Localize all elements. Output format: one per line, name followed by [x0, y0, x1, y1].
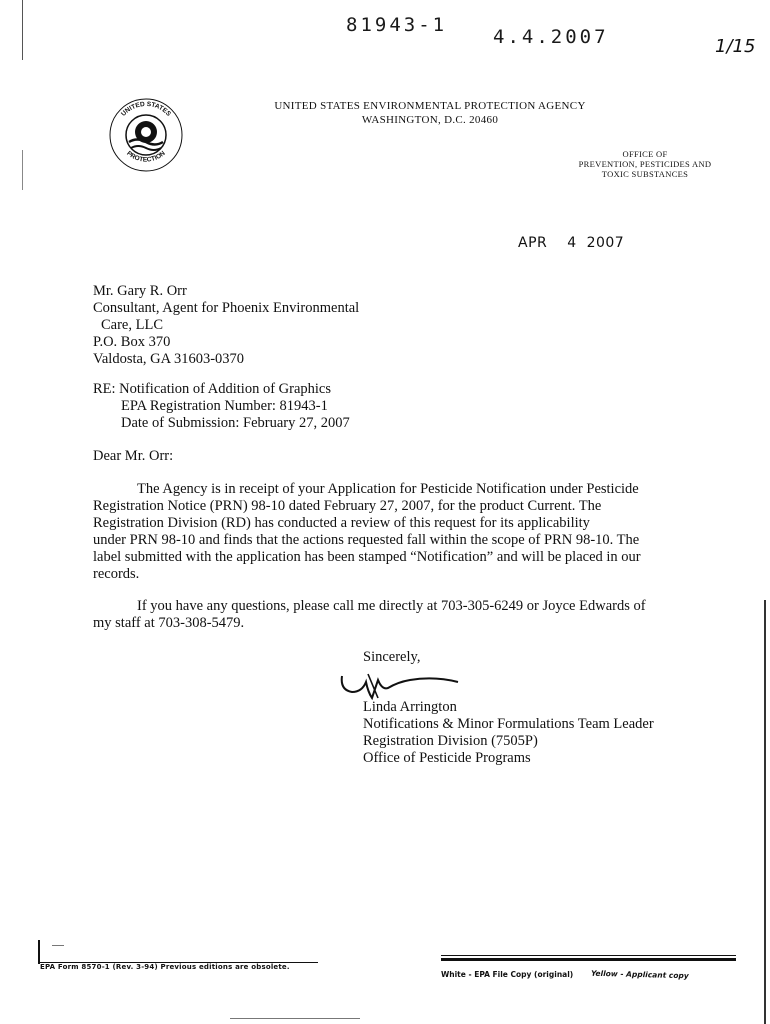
recipient-line-5: Valdosta, GA 31603-0370: [93, 351, 245, 367]
salutation: Dear Mr. Orr:: [93, 448, 174, 464]
subject-line-2: EPA Registration Number: 81943-1: [121, 398, 328, 414]
recipient-line-3: Care, LLC: [101, 317, 164, 333]
recipient-name: Mr. Gary R. Orr: [93, 283, 187, 299]
bottom-stray-line: [230, 1018, 360, 1019]
copy-distribution: [441, 970, 689, 979]
epa-seal-logo: [107, 96, 185, 174]
subject-line-1: RE: Notification of Addition of Graphics: [93, 381, 332, 397]
body-paragraph-1: [93, 481, 673, 583]
date-day: 4: [567, 235, 577, 251]
paragraph-1-line-2: Registration Notice (PRN) 98-10 dated February 27, 2007, for the product Current. The: [93, 498, 602, 514]
footer-rule-right-thin: [441, 955, 736, 956]
form-footer: EPA Form 8570-1 (Rev. 3-94) Previous editions are obsolete.: [40, 963, 290, 971]
handwritten-file-number: 81943-1: [346, 14, 448, 36]
footer-corner-tick: [52, 945, 64, 946]
seal-top-text: UNITED STATES: [120, 100, 172, 118]
paragraph-1-line-4: under PRN 98-10 and finds that the actions requested fall within the scope of PRN 98-10. The: [93, 532, 640, 548]
footer-rule-right-thick: [441, 958, 736, 961]
closing: Sincerely,: [363, 649, 421, 665]
date-year: 2007: [586, 235, 625, 251]
agency-header: [250, 99, 610, 127]
paragraph-1-line-6: records.: [93, 566, 140, 582]
office-line-3: TOXIC SUBSTANCES: [601, 169, 689, 179]
scan-edge-left: [22, 0, 23, 60]
signer-office: Office of Pesticide Programs: [363, 750, 531, 766]
agency-city: WASHINGTON, D.C. 20460: [361, 114, 499, 126]
paragraph-2-line-2: my staff at 703-308-5479.: [93, 615, 245, 631]
subject-line-3: Date of Submission: February 27, 2007: [121, 415, 350, 431]
footer-corner-vertical: [38, 940, 40, 964]
scan-edge-left-lower: [22, 150, 23, 190]
signer-name: Linda Arrington: [363, 699, 457, 715]
paragraph-1-line-5: label submitted with the application has been stamped “Notification” and will be placed in our: [93, 549, 641, 565]
office-line-1: OFFICE OF: [622, 149, 668, 159]
signer-block: [363, 699, 654, 767]
office-block: [560, 149, 730, 179]
yellow-copy-label: Yellow - Applicant copy: [591, 968, 690, 981]
paragraph-1-line-3: Registration Division (RD) has conducted a review of this request for its applicability: [93, 515, 590, 531]
scan-edge-right: [764, 600, 766, 1024]
signer-title: Notifications & Minor Formulations Team Leader: [363, 716, 654, 732]
recipient-address: [93, 283, 359, 368]
signer-division: Registration Division (7505P): [363, 733, 538, 749]
subject-block: [93, 381, 350, 432]
date-stamp: [518, 235, 624, 251]
date-month: APR: [518, 235, 548, 251]
recipient-line-2: Consultant, Agent for Phoenix Environmental: [93, 300, 360, 316]
page-fraction: 1/15: [715, 36, 756, 57]
paragraph-2-line-1: If you have any questions, please call me directly at 703-305-6249 or Joyce Edwards of: [137, 598, 646, 614]
agency-name: UNITED STATES ENVIRONMENTAL PROTECTION AGENCY: [274, 100, 586, 112]
paragraph-1-line-1: The Agency is in receipt of your Application for Pesticide Notification under Pesticide: [137, 481, 639, 497]
office-line-2: PREVENTION, PESTICIDES AND: [578, 159, 712, 169]
svg-text:PROTECTION: [125, 150, 167, 164]
body-paragraph-2: [93, 598, 673, 632]
seal-bottom-text: PROTECTION: [125, 149, 167, 164]
handwritten-date: 4.4.2007: [493, 26, 609, 48]
recipient-line-4: P.O. Box 370: [93, 334, 171, 350]
white-copy-label: White - EPA File Copy (original): [441, 970, 574, 979]
